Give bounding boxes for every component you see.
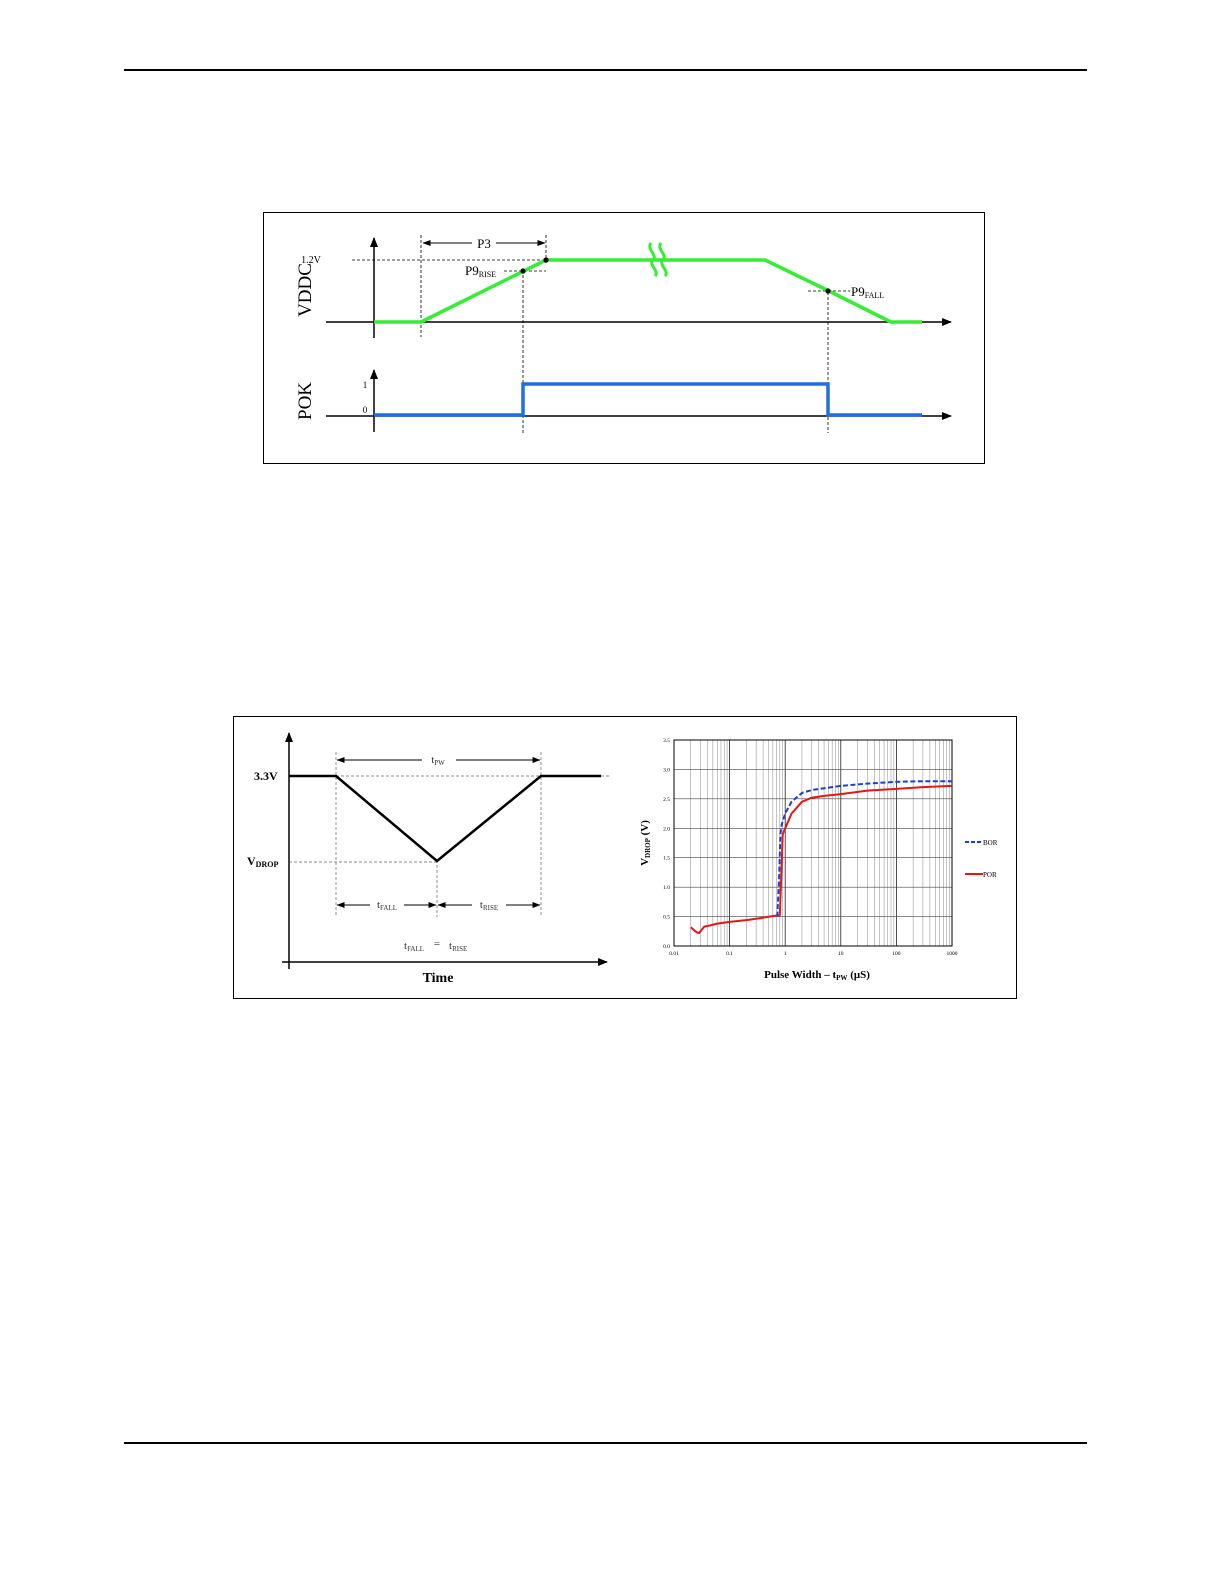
p9-rise-point [520,268,525,273]
y-tick-label: 3.0 [663,767,670,774]
chart-legend [965,839,998,879]
y-tick-label: 0.0 [663,944,670,950]
x-tick-label: 0.1 [726,951,734,957]
chart-y-axis-label: VDROP (V) [639,820,652,866]
x-tick-label: 1000 [946,951,958,957]
vdrop-vs-pulse-width-chart [639,738,998,982]
y-tick-label: 2.0 [663,826,670,833]
pok-axis-label: POK [295,381,316,421]
chart-major-grid [674,740,952,946]
equation-sign: = [433,938,441,950]
tfall-label: tFALL [376,899,398,912]
pok-high-label: 1 [362,380,368,390]
y-tick-label: 1.5 [663,855,670,862]
vdrop-level-label: VDROP [247,854,279,869]
y-tick-label: 0.5 [663,914,670,921]
tpw-label: tPW [431,754,445,767]
timing-diagram-figure [263,212,985,464]
chart-y-ticks [663,738,670,950]
vddc-axis-label: VDDC [295,263,316,317]
x-tick-label: 0.01 [669,951,679,957]
equation-right: tRISE [449,940,468,953]
chart-x-ticks [669,951,958,957]
pok-trace [374,384,922,415]
chart-x-axis-label: Pulse Width – tPW (μS) [764,969,870,982]
vdrop-figure-svg [234,717,1016,998]
level-1v2-label: 1.2V [301,255,321,266]
p9-rise-label: P9RISE [465,263,497,279]
x-tick-label: 100 [892,951,901,957]
level-3v3-label: 3.3V [254,769,278,783]
y-tick-label: 2.5 [663,796,670,803]
trise-label: tRISE [479,899,499,912]
vddc-settle-point [543,257,548,262]
footer-rule [124,1442,1087,1444]
x-tick-label: 10 [838,951,844,957]
x-tick-label: 1 [783,951,787,957]
p9-fall-label: P9FALL [851,284,885,300]
chart-plot-frame [674,740,952,946]
vdrop-figure [233,716,1017,999]
timing-diagram-svg [264,213,984,463]
p9-fall-point [825,288,830,293]
y-tick-label: 1.0 [663,885,670,892]
legend-por-label: POR [983,871,997,879]
pok-low-label: 0 [362,405,368,415]
y-tick-label: 3.5 [663,738,670,744]
p3-label: P3 [477,236,491,251]
vdrop-schematic [247,733,609,986]
time-axis-label: Time [422,971,454,986]
legend-bor-label: BOR [983,839,998,847]
equation-left: tFALL [404,940,425,953]
header-rule [124,69,1087,71]
